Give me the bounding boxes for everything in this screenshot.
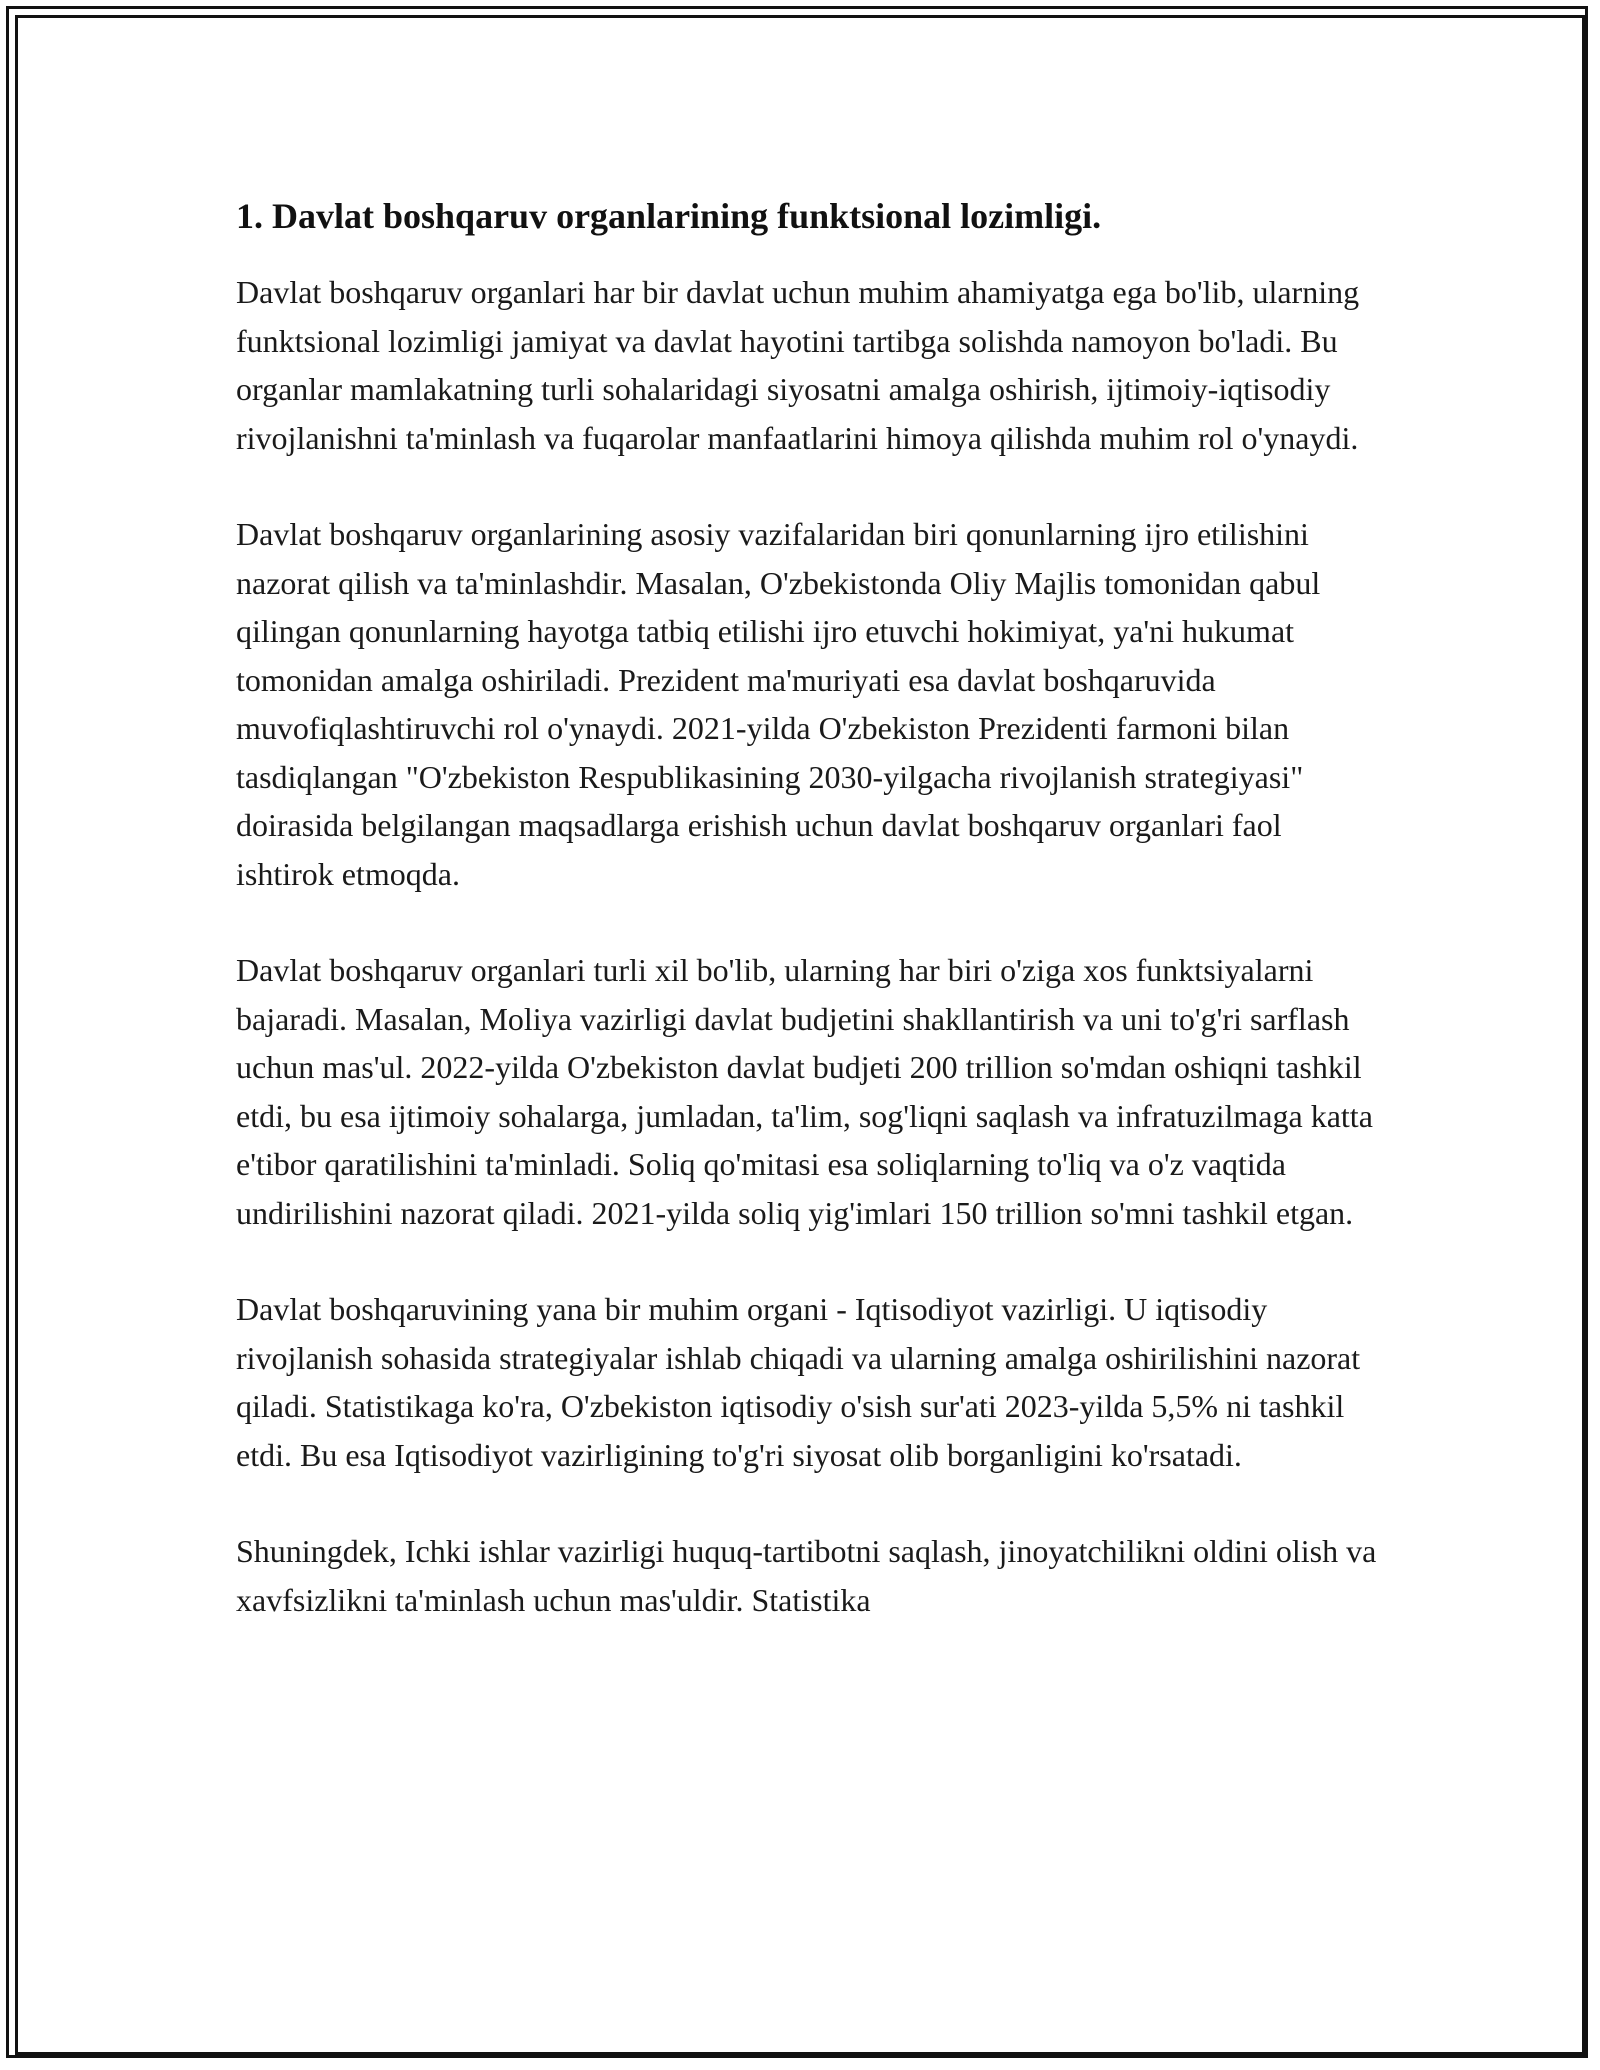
paragraph-law-enforcement: Davlat boshqaruv organlarining asosiy vazifalaridan biri qonunlarning ijro etilishini nazorat qilish va ta'minlashdir. Masalan, O'zbekistonda Oliy Majlis tomonidan qabul qilingan qonunlarning hayotga tatbiq etilishi ijro etuvchi hokimiyat, ya'ni hukumat tomonidan amalga oshiriladi. Prezident ma'muriyati esa davlat boshqaruvida muvofiqlashtiruvchi rol o'ynaydi. 2021-yilda O'zbekiston Prezidenti farmoni bilan tasdiqlangan "O'zbekiston Respublikasining 2030-yilgacha rivojlanish strategiyasi" doirasida belgilangan maqsadlarga erishish uchun davlat boshqaruv organlari faol ishtirok etmoqda. — [236, 516, 1321, 892]
document-body — [236, 188, 1386, 1624]
paragraph-finance: Davlat boshqaruv organlari turli xil bo'lib, ularning har biri o'ziga xos funktsiyalarni bajaradi. Masalan, Moliya vazirligi davlat budjetini shakllantirish va uni to'g'ri sarflash uchun mas'ul. 2022-yilda O'zbekiston davlat budjeti 200 trillion so'mdan oshiqni tashkil etdi, bu esa ijtimoiy sohalarga, jumladan, ta'lim, sog'liqni saqlash va infratuzilmaga katta e'tibor qaratilishini ta'minladi. Soliq qo'mitasi esa soliqlarning to'liq va o'z vaqtida undirilishini nazorat qiladi. 2021-yilda soliq yig'imlari 150 trillion so'mni tashkil etgan. — [236, 952, 1373, 1231]
paragraph-internal-affairs: Shuningdek, Ichki ishlar vazirligi huquq-tartibotni saqlash, jinoyatchilikni oldini olish va xavfsizlikni ta'minlash uchun mas'uldir. Statistika — [236, 1533, 1377, 1618]
section-heading: 1. Davlat boshqaruv organlarining funktsional lozimligi. — [236, 196, 1102, 236]
paragraph-intro: Davlat boshqaruv organlari har bir davlat uchun muhim ahamiyatga ega bo'lib, ularning funktsional lozimligi jamiyat va davlat hayotini tartibga solishda namoyon bo'ladi. Bu organlar mamlakatning turli sohalaridagi siyosatni amalga oshirish, ijtimoiy-iqtisodiy rivojlanishni ta'minlash va fuqarolar manfaatlarini himoya qilishda muhim rol o'ynaydi. — [236, 274, 1360, 456]
paragraph-economy: Davlat boshqaruvining yana bir muhim organi - Iqtisodiyot vazirligi. U iqtisodiy rivojlanish sohasida strategiyalar ishlab chiqadi va ularning amalga oshirilishini nazorat qiladi. Statistikaga ko'ra, O'zbekiston iqtisodiy o'sish sur'ati 2023-yilda 5,5% ni tashkil etdi. Bu esa Iqtisodiyot vazirligining to'g'ri siyosat olib borganligini ko'rsatadi. — [236, 1291, 1361, 1473]
